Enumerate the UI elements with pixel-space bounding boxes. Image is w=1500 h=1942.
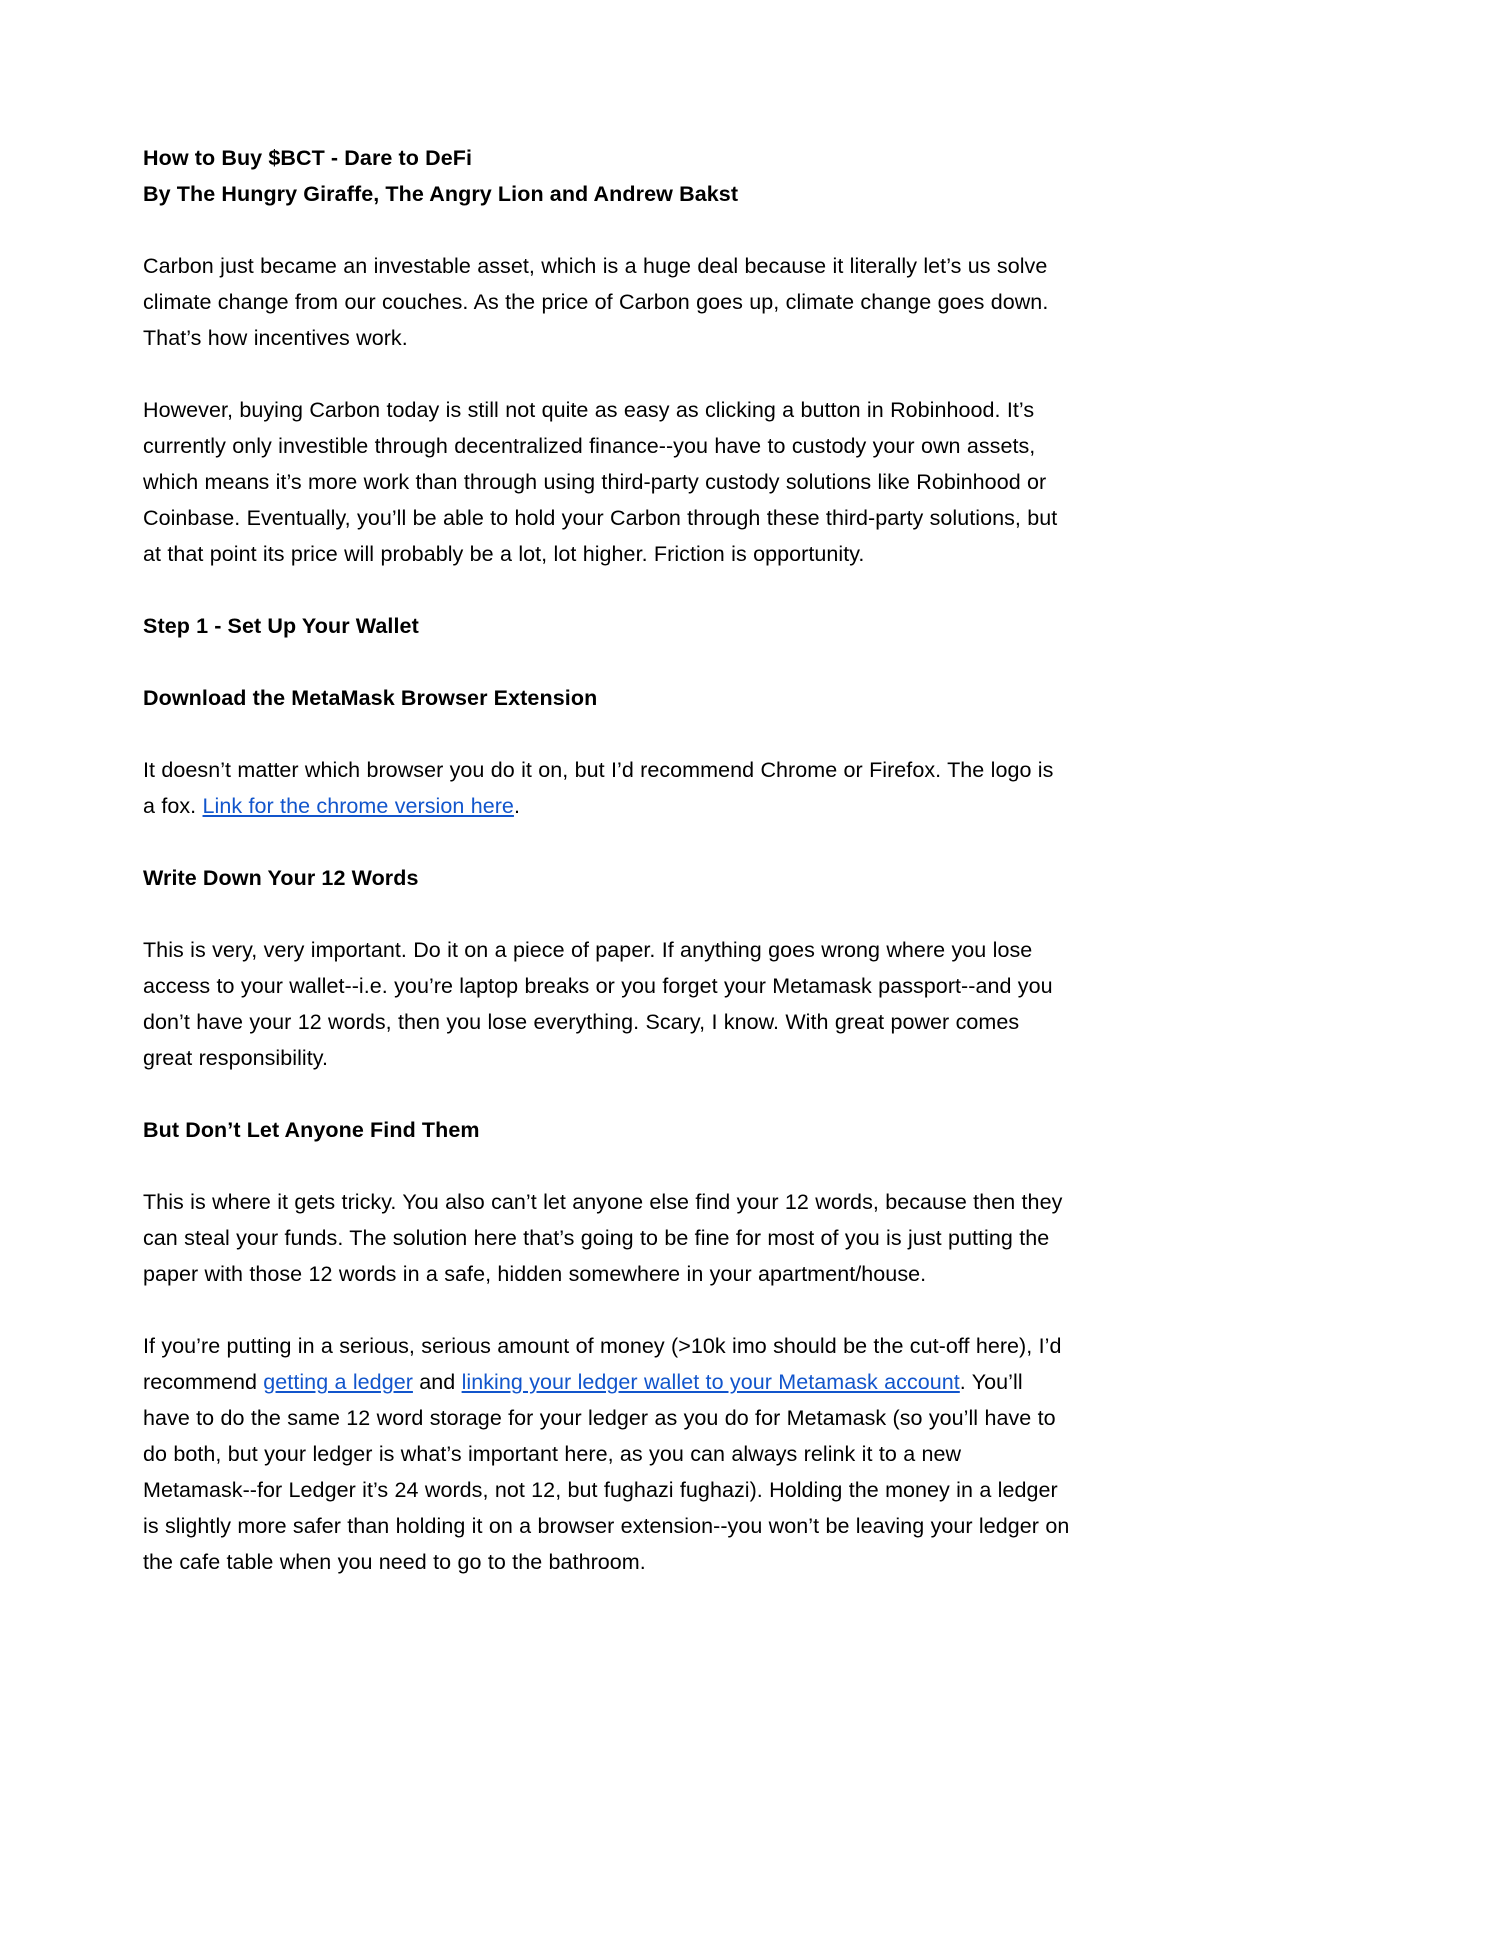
- document-byline: By The Hungry Giraffe, The Angry Lion and Andrew Bakst: [143, 182, 739, 206]
- seed-phrase-paragraph: This is very, very important. Do it on a piece of paper. If anything goes wrong where you lose access to your wallet--i.e. you’re laptop breaks or you forget your Metamask passport--and you don’t have your 12 words, then you lose everything. Scary, I know. With great power comes great responsibility.: [143, 938, 1053, 1070]
- getting-a-ledger-link[interactable]: getting a ledger: [263, 1370, 413, 1394]
- paragraph-text-between-links: and: [412, 1370, 462, 1394]
- spacer: [143, 1148, 1071, 1184]
- heading-step-1: Step 1 - Set Up Your Wallet: [143, 614, 419, 638]
- heading-dont-let-anyone-find-them: But Don’t Let Anyone Find Them: [143, 1118, 480, 1142]
- document-title: How to Buy $BCT - Dare to DeFi: [143, 146, 473, 170]
- spacer: [143, 1076, 1071, 1112]
- spacer: [143, 1292, 1071, 1328]
- paragraph-text-before-links: If you’re putting in a serious, serious amount of money (>10k imo should be the cut-off here), I’d recommend: [143, 1334, 1062, 1394]
- heading-write-down-12-words: Write Down Your 12 Words: [143, 866, 419, 890]
- defi-friction-paragraph: However, buying Carbon today is still not quite as easy as clicking a button in Robinhood. It’s currently only investible through decentralized finance--you have to custody your own assets, which means it’s more work than through using third-party custody solutions like Robinhood or Coinbase. Eventually, you’ll be able to hold your Carbon through these third-party solutions, but at that point its price will probably be a lot, lot higher. Friction is opportunity.: [143, 398, 1058, 566]
- ledger-recommendation-paragraph: [143, 1328, 1071, 1580]
- paragraph-text-after-link: .: [513, 794, 520, 818]
- spacer: [143, 896, 1071, 932]
- safe-storage-paragraph: This is where it gets tricky. You also can’t let anyone else find your 12 words, because then they can steal your funds. The solution here that’s going to be fine for most of you is just putting the paper with those 12 words in a safe, hidden somewhere in your apartment/house.: [143, 1190, 1063, 1286]
- spacer: [143, 572, 1071, 608]
- document-body: [143, 140, 1071, 1580]
- intro-paragraph: Carbon just became an investable asset, which is a huge deal because it literally let’s us solve climate change from our couches. As the price of Carbon goes up, climate change goes down. That’s how incentives work.: [143, 254, 1049, 350]
- document-title-block: [143, 140, 1071, 212]
- spacer: [143, 716, 1071, 752]
- heading-download-metamask: Download the MetaMask Browser Extension: [143, 686, 598, 710]
- spacer: [143, 212, 1071, 248]
- paragraph-text-after-links: . You’ll have to do the same 12 word storage for your ledger as you do for Metamask (so you’ll have to do both, but your ledger is what’s important here, as you can always relink it to a new Metamask--for Ledger it’s 24 words, not 12, but fughazi fughazi). Holding the money in a ledger is slightly more safer than holding it on a browser extension--you won’t be leaving your ledger on the cafe table when you need to go to the bathroom.: [143, 1370, 1070, 1574]
- paragraph-text-before-link: It doesn’t matter which browser you do it on, but I’d recommend Chrome or Firefox. The logo is a fox.: [143, 758, 1054, 818]
- browser-recommendation-paragraph: [143, 752, 1071, 824]
- spacer: [143, 824, 1071, 860]
- spacer: [143, 644, 1071, 680]
- spacer: [143, 356, 1071, 392]
- link-ledger-to-metamask-link[interactable]: linking your ledger wallet to your Metamask account: [461, 1370, 960, 1394]
- chrome-extension-link[interactable]: Link for the chrome version here: [202, 794, 514, 818]
